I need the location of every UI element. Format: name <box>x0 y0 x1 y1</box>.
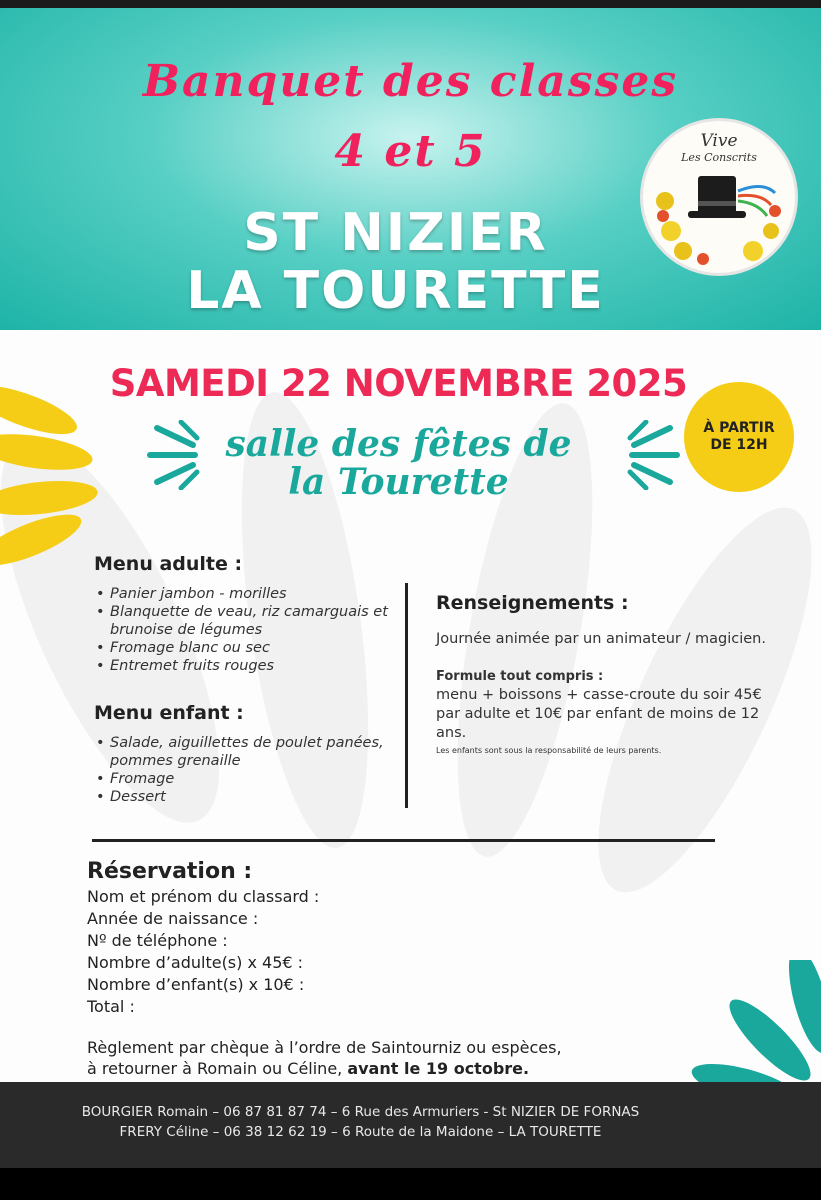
payment-instructions <box>87 1037 562 1079</box>
venue-line-2: la Tourette <box>288 461 509 503</box>
contact-celine: FRERY Céline – 06 38 12 62 19 – 6 Route de la Maidone – LA TOURETTE <box>119 1124 602 1140</box>
list-item: • Salade, aiguillettes de poulet panées, pommes grenaille <box>110 734 404 770</box>
renseignements-text: Journée animée par un animateur / magicien. <box>436 631 766 647</box>
formule-text: menu + boissons + casse-croute du soir 45€ par adulte et 10€ par enfant de moins de 12 ans. <box>436 687 762 741</box>
place-line-2: LA TOURETTE <box>186 261 605 321</box>
place-line-1: ST NIZIER <box>243 203 548 263</box>
reservation-field: Nom et prénom du classard : <box>87 887 320 906</box>
list-item: • Entremet fruits rouges <box>110 657 404 675</box>
reservation-field: Nombre d’adulte(s) x 45€ : <box>87 953 304 972</box>
menus-column <box>94 553 404 806</box>
logo-text-conscrits: Les Conscrits <box>681 151 757 164</box>
venue-line-1: salle des fêtes de <box>225 423 572 465</box>
bottom-edge <box>0 1168 821 1200</box>
event-date: SAMEDI 22 NOVEMBRE 2025 <box>109 362 688 405</box>
payment-line-2-text: à retourner à Romain ou Céline, <box>87 1059 348 1078</box>
menu-adulte-list <box>94 585 404 675</box>
list-item: • Fromage blanc ou sec <box>110 639 404 657</box>
start-time-badge <box>684 382 794 492</box>
logo-text-vive: Vive <box>700 131 738 151</box>
reservation-field: Nº de téléphone : <box>87 931 228 950</box>
top-edge <box>0 0 821 8</box>
classes-number: 4 et 5 <box>334 126 487 177</box>
reservation-field: Total : <box>87 997 135 1016</box>
reservation-section <box>87 859 319 1018</box>
horizontal-divider <box>92 839 715 842</box>
list-item: • Blanquette de veau, riz camarguais et brunoise de légumes <box>110 603 404 639</box>
vertical-divider <box>405 583 408 808</box>
reservation-title: Réservation : <box>87 859 253 884</box>
menu-enfant-title: Menu enfant : <box>94 702 244 724</box>
renseignements-title: Renseignements : <box>436 592 629 614</box>
reservation-field: Année de naissance : <box>87 909 259 928</box>
payment-line-2 <box>87 1058 562 1079</box>
responsibility-note: Les enfants sont sous la responsabilité de leurs parents. <box>436 746 662 755</box>
payment-line-1: Règlement par chèque à l’ordre de Saintourniz ou espèces, <box>87 1038 562 1057</box>
contact-romain: BOURGIER Romain – 06 87 81 87 74 – 6 Rue des Armuriers - St NIZIER DE FORNAS <box>81 1104 640 1120</box>
formule-title: Formule tout compris : <box>436 669 604 684</box>
list-item: • Panier jambon - morilles <box>110 585 404 603</box>
payment-deadline: avant le 19 octobre. <box>347 1059 530 1078</box>
badge-line-2: DE 12H <box>710 437 768 453</box>
menu-adulte-title: Menu adulte : <box>94 553 243 575</box>
info-column <box>436 592 766 756</box>
reservation-field: Nombre d’enfant(s) x 10€ : <box>87 975 305 994</box>
contact-footer <box>0 1082 821 1168</box>
banquet-title: Banquet des classes <box>142 56 679 107</box>
conscrits-logo <box>640 118 798 276</box>
list-item: • Dessert <box>110 788 404 806</box>
list-item: • Fromage <box>110 770 404 788</box>
top-hat-icon <box>643 121 795 273</box>
menu-enfant-list <box>94 734 404 806</box>
badge-line-1: À PARTIR <box>703 420 775 436</box>
